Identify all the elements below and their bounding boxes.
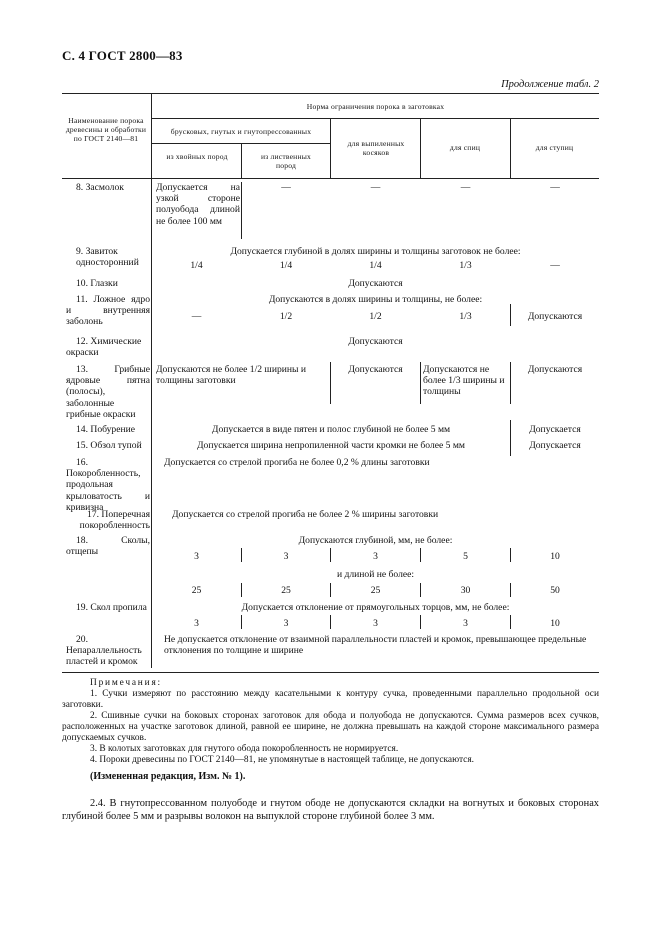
row-span-text: Допускаются в долях ширины и толщины, не более: (268, 294, 483, 305)
row-name: 13. Грибные ядровые пятна (полосы), заболонные грибные окраски (66, 364, 150, 420)
header-sawn-segments: для выпиленных косяков (347, 139, 405, 157)
row-cell: Допускаются (527, 364, 583, 375)
amendment-note: (Измененная редакция, Изм. № 1). (90, 771, 246, 782)
row-cell: Допускается (529, 440, 581, 451)
row-cell: 30 (460, 585, 471, 596)
notes-title: Примечания: (90, 678, 162, 688)
table-top-rule (62, 93, 599, 94)
norm-header-rule (152, 118, 599, 119)
row-span-text: Допускаются (348, 278, 403, 289)
paragraph-2-4: 2.4. В гнутопрессованном полуободе и гнутом ободе не допускаются складки на вогнутых и боковых сторонах глубиной более 5 мм и разрывы волокон на выпуклой стороне глубиной более 3 мм. (62, 798, 599, 822)
row-span-text: Допускается ширина непропиленной части кромки не более 5 мм (196, 440, 465, 451)
row-span-text: Допускаются глубиной, мм, не более: (298, 535, 453, 546)
row-cell: — (370, 182, 381, 193)
row-span-text: и длиной не более: (336, 569, 415, 580)
row-cell: 25 (191, 585, 202, 596)
row-cell: 3 (463, 618, 468, 629)
row-cell: 25 (281, 585, 291, 596)
row-name: 16. Покоробленность, продольная крыловатость и кривизна (66, 457, 150, 513)
row-cell: 1/4 (369, 260, 382, 271)
row-cell: — (281, 182, 291, 193)
row-span-text: Допускается в виде пятен и полос глубиной не более 5 мм (211, 424, 451, 435)
row-cell: 5 (463, 551, 468, 562)
row-cell: Допускаются (348, 364, 403, 375)
row-cell: 1/2 (279, 311, 293, 322)
row-span-text: Допускается отклонение от прямоугольных торцов, мм, не более: (241, 602, 510, 613)
row-name: 12. Химические окраски (66, 336, 142, 359)
row-cell: 10 (550, 618, 560, 629)
row-cell: Допускаются не более 1/2 ширины и толщины заготовки (156, 364, 306, 387)
row-name: 8. Засмолок (76, 182, 124, 193)
row-span-text: Допускается со стрелой прогиба не более 0,2 % длины заготовки (164, 457, 430, 468)
row-span-text: Допускается со стрелой прогиба не более 2 % ширины заготовки (172, 509, 439, 520)
row-span-text: Допускается глубиной в долях ширины и толщины заготовок не более: (230, 246, 521, 257)
row-cell: — (191, 311, 202, 322)
row-cell: 50 (550, 585, 560, 596)
row-cell: — (550, 260, 560, 271)
row-cell: 3 (373, 551, 378, 562)
row-cell: Допускается на узкой стороне полуобода длиной не более 100 мм (156, 182, 240, 227)
notes (62, 678, 599, 782)
row-span-text: Не допускается отклонение от взаимной параллельности пластей и кромок, превышающее предельные отклонения по толщине и ширине (164, 634, 587, 657)
row-cell: 1/3 (459, 260, 472, 271)
row-name: 20. Непараллельность пластей и кромок (66, 634, 142, 668)
row-cell: — (460, 182, 471, 193)
row-cell: 1/3 (459, 311, 472, 322)
header-deciduous: из лиственных пород (260, 152, 312, 170)
row-name: 18. Сколы, отщепы (66, 535, 150, 558)
table-bottom-rule (62, 672, 599, 673)
row-cell: 3 (283, 551, 289, 562)
row-span-text: Допускаются (348, 336, 403, 347)
row-cell: 3 (373, 618, 378, 629)
row-name: 9. Завиток односторонний (76, 246, 139, 269)
row-name: 14. Побурение (76, 424, 136, 435)
header-spokes: для спиц (449, 143, 481, 152)
note-1: 1. Сучки измеряют по расстоянию между касательными к контуру сучка, проведенными параллельно продольной оси заготовки. (62, 689, 599, 710)
header-hubs: для ступиц (535, 143, 574, 152)
header-col-rule-3 (330, 118, 331, 178)
table-continuation-label: Продолжение табл. 2 (501, 79, 599, 90)
header-name-column: Наименование порока древесины и обработки по ГОСТ 2140—81 (65, 116, 147, 143)
header-norm: Норма ограничения порока в заготовках (306, 102, 445, 111)
row-cell: 1/4 (190, 260, 203, 271)
row-cell: 3 (194, 618, 199, 629)
row-name: 15. Обзол тупой (76, 440, 142, 451)
row-cell: Допускаются (527, 311, 583, 322)
row-cell: Допускаются не более 1/3 ширины и толщины (423, 364, 505, 398)
note-3: 3. В колотых заготовках для гнутого обода покоробленность не нормируется. (90, 744, 399, 754)
row-cell: — (550, 182, 560, 193)
body-col-rule (420, 362, 421, 404)
note-2: 2. Сшивные сучки на боковых сторонах заготовок для обода и полуобода не допускаются. Сумма размеров всех сучков, расположенных на участке заготовок длиной, равной ее ширине, не должна превышать на каждой стороне максимального размера допускаемых сучков. (62, 711, 599, 743)
row-name: 19. Скол пропила (76, 602, 147, 613)
header-bent-group: брусковых, гнутых и гнутопрессованных (170, 127, 312, 136)
header-col-rule-2 (241, 143, 242, 178)
name-column-rule (151, 93, 152, 668)
header-coniferous: из хвойных пород (166, 152, 228, 161)
row-cell: 1/2 (369, 311, 382, 322)
row-cell: 3 (283, 618, 289, 629)
row-name: 11. Ложное ядро и внутренняя заболонь (66, 294, 150, 328)
row-cell: 25 (370, 585, 381, 596)
page-header: С. 4 ГОСТ 2800—83 (62, 48, 183, 63)
note-4: 4. Пороки древесины по ГОСТ 2140—81, не упомянутые в настоящей таблице, не допускаются. (90, 755, 475, 765)
row-cell: 10 (550, 551, 560, 562)
header-bottom-rule (62, 178, 599, 179)
row-name: 10. Глазки (76, 278, 118, 289)
row-name: 17. Поперечная покоробленность (79, 509, 150, 532)
row-cell: 1/4 (279, 260, 293, 271)
row-cell: 3 (194, 551, 199, 562)
row-cell: Допускается (529, 424, 581, 435)
